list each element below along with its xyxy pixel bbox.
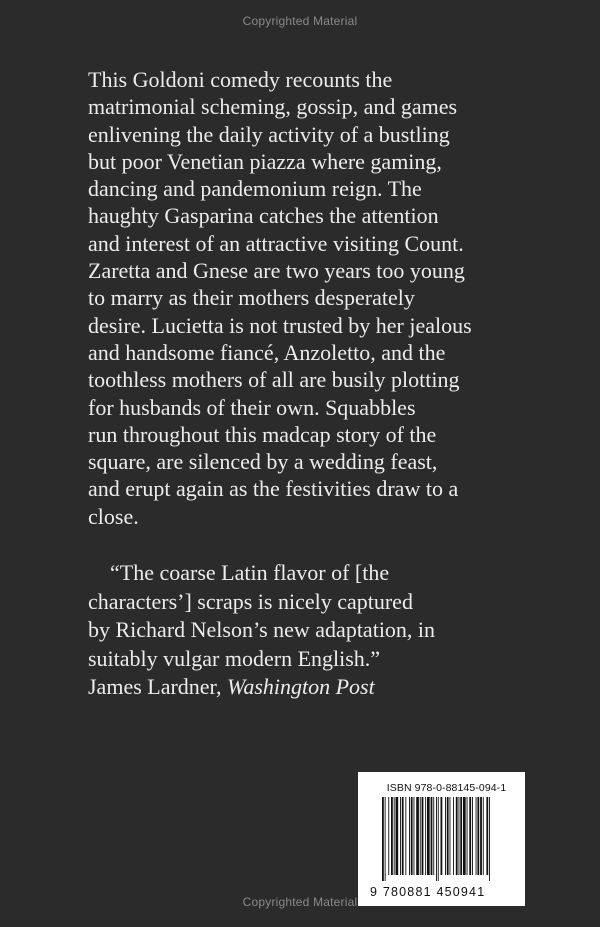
barcode-bar xyxy=(469,797,471,875)
barcode-bar xyxy=(453,797,454,875)
barcode-bar xyxy=(476,797,477,875)
barcode-bar xyxy=(396,797,399,875)
barcode-bar xyxy=(431,797,433,875)
blurb-line: matrimonial scheming, gossip, and games xyxy=(88,94,458,120)
barcode-bar xyxy=(450,797,451,875)
blurb-line: Zaretta and Gnese are two years too young xyxy=(88,258,465,284)
copyright-watermark-bottom: Copyrighted Material xyxy=(242,895,358,909)
barcode-bar xyxy=(489,797,490,881)
barcode-bar xyxy=(433,797,434,875)
blurb-line: close. xyxy=(88,503,139,529)
ean-left-digits: 780881 xyxy=(382,885,432,899)
ean-first-digit: 9 xyxy=(370,885,379,899)
barcode-bar xyxy=(420,797,421,875)
blurb-line: toothless mothers of all are busily plotting xyxy=(88,367,460,393)
barcode-bar xyxy=(416,797,419,875)
ean-right-digits: 450941 xyxy=(436,885,486,899)
barcode-bar xyxy=(391,797,393,875)
barcode-bar xyxy=(385,797,386,881)
blurb-line: and erupt again as the festivities draw to a xyxy=(88,476,459,502)
barcode-bar xyxy=(425,797,426,875)
isbn-label: ISBN 978-0-88145-094-1 xyxy=(386,782,507,794)
blurb-line: This Goldoni comedy recounts the xyxy=(88,67,393,92)
barcode-bar xyxy=(422,797,424,875)
barcode-bar xyxy=(467,797,468,875)
quote-line: characters’] scraps is nicely captured xyxy=(88,588,413,614)
barcode-bar xyxy=(460,797,462,875)
review-quote xyxy=(88,559,558,702)
barcode-bar xyxy=(400,797,401,875)
barcode-bar xyxy=(405,797,406,875)
blurb-line: desire. Lucietta is not trusted by her jealous xyxy=(88,312,472,338)
barcode-bar xyxy=(486,797,488,875)
blurb-line: and interest of an attractive visiting Count. xyxy=(88,230,464,256)
quote-author: James Lardner, xyxy=(88,674,228,699)
barcode-bar xyxy=(402,797,404,875)
barcode-bar xyxy=(427,797,430,875)
barcode-bar xyxy=(459,797,460,875)
barcode-bar xyxy=(447,797,449,875)
barcode-bar xyxy=(382,797,384,881)
blurb-line: dancing and pandemonium reign. The xyxy=(88,176,422,202)
blurb-line: and handsome fiancé, Anzoletto, and the xyxy=(88,339,446,365)
barcode-bar xyxy=(445,797,446,875)
copyright-watermark-top: Copyrighted Material xyxy=(242,14,358,28)
blurb-line: but poor Venetian piazza where gaming, xyxy=(88,148,442,174)
quote-line: suitably vulgar modern English.” xyxy=(88,645,381,671)
book-blurb xyxy=(88,66,558,530)
barcode-bar xyxy=(414,797,415,875)
blurb-line: to marry as their mothers desperately xyxy=(88,285,415,311)
isbn-barcode xyxy=(358,772,525,906)
barcode-bar xyxy=(394,797,395,875)
barcode-bar xyxy=(477,797,479,875)
barcode-bars xyxy=(380,797,516,881)
barcode-bar xyxy=(480,797,482,875)
blurb-line: enlivening the daily activity of a bustling xyxy=(88,121,450,147)
barcode-bar xyxy=(456,797,458,875)
barcode-bar xyxy=(463,797,466,875)
quote-line: “The coarse Latin flavor of [the xyxy=(110,560,390,585)
blurb-line: haughty Gasparina catches the attention xyxy=(88,203,439,229)
barcode-bar xyxy=(472,797,473,875)
blurb-line: for husbands of their own. Squabbles xyxy=(88,394,416,420)
quote-publication: Washington Post xyxy=(227,674,375,699)
barcode-bar xyxy=(409,797,410,875)
barcode-bar xyxy=(483,797,484,875)
barcode-bar xyxy=(436,797,437,881)
blurb-line: run throughout this madcap story of the xyxy=(88,421,437,447)
quote-attribution xyxy=(88,673,558,702)
barcode-bar xyxy=(411,797,413,875)
barcode-bar xyxy=(438,797,439,881)
barcode-bar xyxy=(388,797,389,875)
blurb-line: square, are silenced by a wedding feast, xyxy=(88,449,438,475)
quote-line: by Richard Nelson’s new adaptation, in xyxy=(88,617,436,642)
barcode-bar xyxy=(441,797,443,875)
